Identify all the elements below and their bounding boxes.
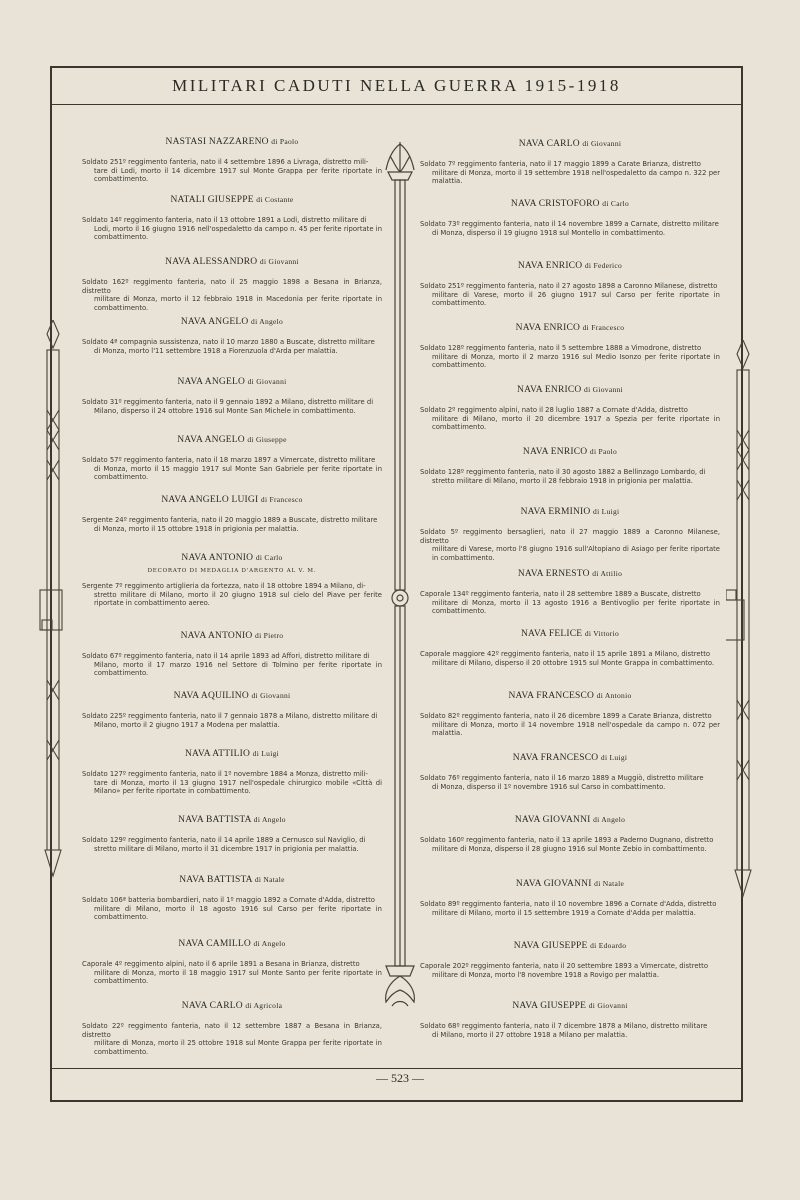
entry-name: NAVA FRANCESCO di Luigi <box>512 753 628 763</box>
entry-text: Soldato 5º reggimento bersaglieri, nato il 27 maggio 1889 a Caronno Milanese, distretto militare di Varese, morto l'8 giugno 1916 sull'Altopiano di Asiago per ferite riportate in combattimento. <box>420 528 720 562</box>
list-item <box>82 874 382 922</box>
list-item <box>420 446 720 485</box>
list-item <box>82 194 382 242</box>
list-item <box>82 1000 382 1056</box>
entry-text: Sergente 7º reggimento artiglieria da fortezza, nato il 18 ottobre 1894 a Milano, di- stretto militare di Milano, morto il 20 giugno 1918 sul cielo del Piave per ferite riportate in combattimento aereo. <box>82 582 382 608</box>
list-item <box>420 198 720 237</box>
entry-text: Soldato 128º reggimento fanteria, nato il 5 settembre 1888 a Vimodrone, distretto militare di Monza, morto il 2 marzo 1916 sul Medio Isonzo per ferite riportate in combattimento. <box>420 344 720 370</box>
list-item <box>420 628 720 667</box>
entry-text: Soldato 106ª batteria bombardieri, nato il 1º maggio 1892 a Cornate d'Adda, distretto militare di Milano, morto il 18 agosto 1916 sul Carso per ferite riportate in combattimento. <box>82 896 382 922</box>
list-item <box>420 568 720 616</box>
decoration-note: DECORATO DI MEDAGLIA D'ARGENTO AL V. M. <box>147 568 317 574</box>
list-item <box>420 752 720 791</box>
list-item <box>82 376 382 415</box>
list-item <box>420 260 720 308</box>
list-item <box>420 506 720 562</box>
entry-text: Soldato 14º reggimento fanteria, nato il 13 ottobre 1891 a Lodi, distretto militare di Lodi, morto il 16 giugno 1916 nell'ospedaletto da campo n. 45 per ferite riportate in combattimento. <box>82 216 382 242</box>
entry-name: NAVA ENRICO di Giovanni <box>517 385 623 395</box>
entry-text: Soldato 89º reggimento fanteria, nato il 10 novembre 1896 a Cornate d'Adda, distretto militare di Milano, morto il 15 settembre 1919 a Cornate d'Adda per malattia. <box>420 900 717 917</box>
list-item <box>420 690 720 738</box>
entry-name: NAVA BATTISTA di Natale <box>179 875 285 885</box>
entry-name: NAVA ANGELO di Giovanni <box>177 377 287 387</box>
entry-name: NAVA FELICE di Vittorio <box>521 629 619 639</box>
entry-name: NAVA FRANCESCO di Antonio <box>508 691 632 701</box>
entry-name: NATALI GIUSEPPE di Costante <box>170 195 294 205</box>
list-item <box>82 494 382 533</box>
header-rule <box>50 104 743 105</box>
list-item <box>82 552 382 608</box>
entry-name: NAVA CRISTOFORO di Carlo <box>510 199 630 209</box>
list-item <box>82 690 382 729</box>
entry-name: NAVA BATTISTA di Angelo <box>178 815 286 825</box>
list-item <box>82 938 382 986</box>
entry-name: NAVA GIOVANNI di Natale <box>515 879 625 889</box>
entry-text: Soldato 31º reggimento fanteria, nato il 9 gennaio 1892 a Milano, distretto militare di Milano, disperso il 24 ottobre 1916 sul Monte San Michele in combattimento. <box>82 398 374 415</box>
list-item <box>420 138 720 186</box>
entry-name: NAVA CARLO di Agricola <box>181 1001 283 1011</box>
entry-name: NAVA GIOVANNI di Angelo <box>514 815 626 825</box>
entry-name: NAVA GIUSEPPE di Edoardo <box>513 941 627 951</box>
entry-text: Soldato 129º reggimento fanteria, nato il 14 aprile 1889 a Cernusco sul Naviglio, di stretto militare di Milano, morto il 31 dicembre 1917 in prigionia per malattia. <box>82 836 366 853</box>
entry-text: Caporale 202º reggimento fanteria, nato il 20 settembre 1893 a Vimercate, distretto militare di Monza, morto l'8 novembre 1918 a Rovigo per malattia. <box>420 962 709 979</box>
right-flagpole-ornament <box>726 340 760 900</box>
entry-name: NAVA ENRICO di Francesco <box>515 323 625 333</box>
list-item <box>420 384 720 432</box>
entry-name: NAVA ANGELO di Angelo <box>180 317 284 327</box>
entry-text: Soldato 2º reggimento alpini, nato il 28 luglio 1887 a Cornate d'Adda, distretto militare di Milano, morto il 20 dicembre 1917 a Spezia per ferite riportate in combattimento. <box>420 406 720 432</box>
entry-text: Soldato 22º reggimento fanteria, nato il 12 settembre 1887 a Besana in Brianza, distretto militare di Monza, morto il 25 ottobre 1918 sul Monte Grappa per ferite riportate in combattimento. <box>82 1022 382 1056</box>
entry-text: Soldato 7º reggimento fanteria, nato il 17 maggio 1899 a Carate Brianza, distretto militare di Monza, morto il 19 settembre 1918 nell'ospedaletto da campo n. 322 per malattia. <box>420 160 720 186</box>
entry-name: NAVA GIUSEPPE di Giovanni <box>512 1001 628 1011</box>
entry-name: NAVA ATTILIO di Luigi <box>184 749 280 759</box>
entry-name: NAVA ENRICO di Federico <box>517 261 623 271</box>
entry-text: Soldato 128º reggimento fanteria, nato il 30 agosto 1882 a Bellinzago Lombardo, di stretto militare di Milano, morto il 28 febbraio 1918 in prigionia per malattia. <box>420 468 706 485</box>
list-item <box>420 814 720 853</box>
list-item <box>420 1000 720 1039</box>
entry-text: Caporale 134º reggimento fanteria, nato il 28 settembre 1889 a Buscate, distretto militare di Monza, morto il 13 agosto 1916 a Bentivoglio per ferite riportate in combattimento. <box>420 590 720 616</box>
list-item <box>82 814 382 853</box>
entry-text: Soldato 57º reggimento fanteria, nato il 18 marzo 1897 a Vimercate, distretto militare di Monza, morto il 15 maggio 1917 sul Monte San Gabriele per ferite riportate in combattimento. <box>82 456 382 482</box>
entry-name: NAVA ANGELO LUIGI di Francesco <box>161 495 303 505</box>
list-item <box>82 630 382 678</box>
entry-text: Caporale 4º reggimento alpini, nato il 6 aprile 1891 a Besana in Brianza, distretto militare di Monza, morto il 18 maggio 1917 sul Monte Santo per ferite riportate in combattimento. <box>82 960 382 986</box>
page-title: MILITARI CADUTI NELLA GUERRA 1915-1918 <box>172 76 621 95</box>
entry-name: NAVA ERNESTO di Attilio <box>517 569 623 579</box>
entry-text: Soldato 251º reggimento fanteria, nato il 27 agosto 1898 a Caronno Milanese, distretto militare di Varese, morto il 26 giugno 1917 sul Carso per ferite riportate in combattimento. <box>420 282 720 308</box>
left-flagpole-ornament <box>36 320 70 880</box>
entry-name: NAVA CAMILLO di Angelo <box>178 939 286 949</box>
list-item <box>82 136 382 184</box>
entry-text: Soldato 160º reggimento fanteria, nato il 13 aprile 1893 a Paderno Dugnano, distretto militare di Monza, disperso il 28 giugno 1916 sul Monte Zebio in combattimento. <box>420 836 714 853</box>
entry-text: Soldato 251º reggimento fanteria, nato il 4 settembre 1896 a Livraga, distretto mili- tare di Lodi, morto il 14 dicembre 1917 sul Monte Grappa per ferite riportate in combattimento. <box>82 158 382 184</box>
entry-text: Soldato 127º reggimento fanteria, nato il 1º novembre 1884 a Monza, distretto mili- tare di Monza, morto il 13 giugno 1917 nell'ospedale chirurgico mobile «Città di Milano» per ferite riportate in combattimento. <box>82 770 382 796</box>
entry-name: NAVA ERMINIO di Luigi <box>520 507 620 517</box>
list-item <box>420 322 720 370</box>
entry-name: NAVA CARLO di Giovanni <box>518 139 622 149</box>
entry-text: Soldato 67º reggimento fanteria, nato il 14 aprile 1893 ad Affori, distretto militare di Milano, morto il 17 marzo 1916 nel Settore di Tolmino per ferite riportate in combattimento. <box>82 652 382 678</box>
entry-text: Soldato 73º reggimento fanteria, nato il 14 novembre 1899 a Carnate, distretto militare di Monza, disperso il 19 giugno 1918 sul Montello in combattimento. <box>420 220 719 237</box>
entry-text: Soldato 4ª compagnia sussistenza, nato il 10 marzo 1880 a Buscate, distretto militare di Monza, morto l'11 settembre 1918 a Fiorenzuola d'Arda per malattia. <box>82 338 375 355</box>
entry-name: NAVA ALESSANDRO di Giovanni <box>165 257 299 267</box>
entry-name: NAVA ENRICO di Paolo <box>522 447 618 457</box>
list-item <box>82 316 382 355</box>
entry-text: Sergente 24º reggimento fanteria, nato il 20 maggio 1889 a Buscate, distretto militare di Monza, morto il 15 ottobre 1918 in prigionia per malattia. <box>82 516 378 533</box>
list-item <box>82 748 382 796</box>
entry-text: Soldato 68º reggimento fanteria, nato il 7 dicembre 1878 a Milano, distretto militare di Milano, morto il 27 ottobre 1918 a Milano per malattia. <box>420 1022 708 1039</box>
list-item <box>420 940 720 979</box>
entry-text: Soldato 76º reggimento fanteria, nato il 16 marzo 1889 a Muggiò, distretto militare di Monza, disperso il 1º novembre 1916 sul Carso in combattimento. <box>420 774 704 791</box>
entry-name: NAVA ANGELO di Giuseppe <box>177 435 287 445</box>
list-item <box>82 434 382 482</box>
footer-rule <box>50 1068 743 1069</box>
entry-name: NAVA AQUILINO di Giovanni <box>173 691 291 701</box>
list-item <box>420 878 720 917</box>
entry-name: NAVA ANTONIO di Carlo <box>181 553 283 563</box>
entry-name: NAVA ANTONIO di Pietro <box>180 631 284 641</box>
entry-text: Soldato 162º reggimento fanteria, nato il 25 maggio 1898 a Besana in Brianza, distretto militare di Monza, morto il 12 febbraio 1918 in Macedonia per ferite riportate in combattimento. <box>82 278 382 312</box>
entry-text: Caporale maggiore 42º reggimento fanteria, nato il 15 aprile 1891 a Milano, distretto militare di Milano, disperso il 20 ottobre 1915 sul Monte Grappa in combattimento. <box>420 650 715 667</box>
entry-text: Soldato 225º reggimento fanteria, nato il 7 gennaio 1878 a Milano, distretto militare di Milano, morto il 2 giugno 1917 a Modena per malattia. <box>82 712 378 729</box>
page-number: — 523 — <box>376 1071 424 1085</box>
list-item <box>82 256 382 312</box>
central-column-ornament <box>380 140 420 1020</box>
entry-text: Soldato 82º reggimento fanteria, nato il 26 dicembre 1899 a Carate Brianza, distretto militare di Monza, morto il 14 novembre 1918 nell'ospedale da campo n. 072 per malattia. <box>420 712 720 738</box>
entry-name: NASTASI NAZZARENO di Paolo <box>165 137 299 147</box>
